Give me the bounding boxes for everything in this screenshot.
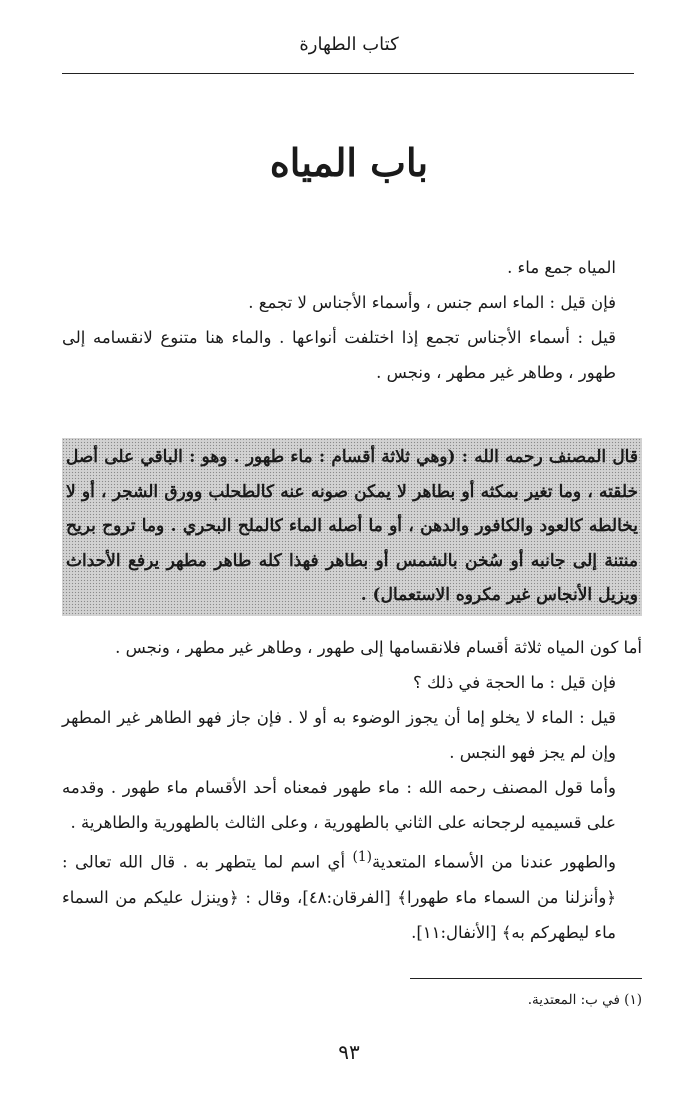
commentary-paragraph: فإن قيل : ما الحجة في ذلك ؟ — [413, 673, 616, 692]
commentary-text — [62, 630, 642, 950]
intro-text — [62, 250, 642, 390]
commentary-text-end: أي اسم لما يتطهر به . قال الله تعالى : ﴿وأنزلنا من السماء ماء طهورا﴾ [الفرقان:٤٨]، وقال : ﴿وينزل عليكم من السماء ماء ليطهركم به﴾ [الأنفال:١١]. — [62, 852, 616, 942]
commentary-text-start: والطهور عندنا من الأسماء المتعدية — [372, 852, 616, 872]
intro-line: فإن قيل : الماء اسم جنس ، وأسماء الأجناس لا تجمع . — [248, 293, 616, 312]
header-rule — [62, 73, 634, 74]
commentary-paragraph: وأما قول المصنف رحمه الله : ماء طهور فمعناه أحد الأقسام ماء طهور . وقدمه على قسيميه لرجحانه على الثاني بالطهورية ، وعلى الثالث بالطهورية والطاهرية . — [62, 778, 616, 832]
commentary-paragraph: قيل : الماء لا يخلو إما أن يجوز الوضوء به أو لا . فإن جاز فهو الطاهر غير المطهر وإن لم يجز فهو النجس . — [62, 708, 616, 762]
footnote-reference: (1) — [352, 849, 373, 865]
page-number: ٩٣ — [338, 1040, 360, 1064]
commentary-paragraph — [62, 840, 642, 950]
footnote: (١) في ب: المعتدية. — [527, 992, 642, 1008]
intro-line: المياه جمع ماء . — [507, 258, 616, 277]
matn-text: قال المصنف رحمه الله : (وهي ثلاثة أقسام : ماء طهور . وهو : الباقي على أصل خلقته ، وما تغير بمكثه أو بطاهر لا يمكن صونه عنه كالطحلب وورق الشجر ، أو لا يخالطه كالعود والكافور والدهن ، أو ما أصله الماء كالملح البحري . وما تروح بريح منتنة إلى جانبه أو سُخن بالشمس أو بطاهر فهذا كله طاهر مطهر يرفع الأحداث ويزيل الأنجاس غير مكروه الاستعمال) . — [66, 447, 638, 605]
intro-line: قيل : أسماء الأجناس تجمع إذا اختلفت أنواعها . والماء هنا متنوع لانقسامه إلى طهور ، وطاهر غير مطهر ، ونجس . — [62, 328, 616, 382]
footnote-rule — [410, 978, 642, 979]
running-header: كتاب الطهارة — [299, 34, 399, 55]
chapter-title: باب المياه — [269, 140, 429, 185]
commentary-paragraph: أما كون المياه ثلاثة أقسام فلانقسامها إلى طهور ، وطاهر غير مطهر ، ونجس . — [115, 638, 642, 657]
shaded-matn-box — [62, 438, 642, 616]
